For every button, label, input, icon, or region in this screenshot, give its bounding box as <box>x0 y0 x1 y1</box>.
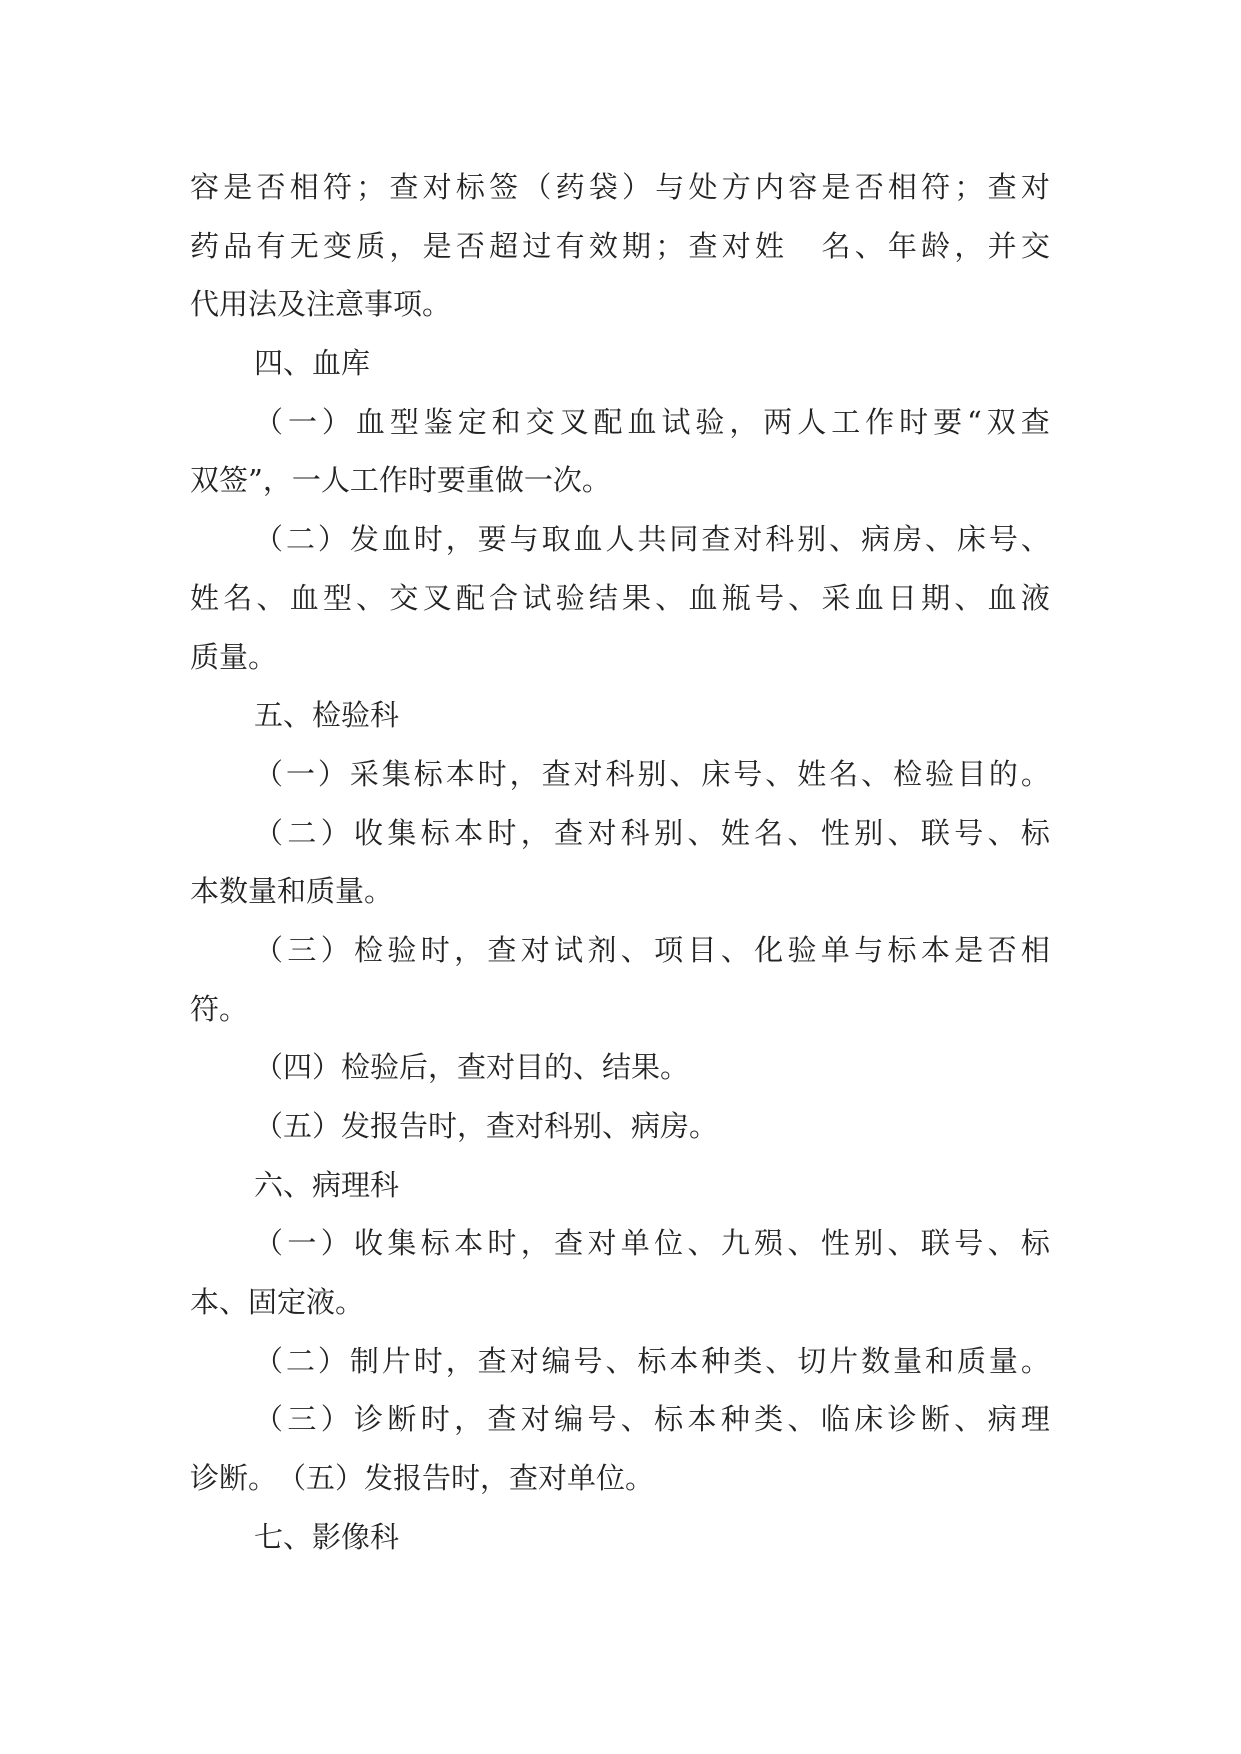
text-line: （ 一 ） 采 集 标 本 时 ， 查 对 科 别 、 床 号 、 姓 名 、 检 验 目 的 。 <box>254 756 1050 791</box>
text-line: （ 二 ） 发 血 时 ， 要 与 取 血 人 共 同 查 对 科 别 、 病 房 、 床 号 、 <box>254 522 1050 557</box>
text-line: （五）发报告时，查对科别、病房。 <box>254 1109 719 1143</box>
text-line: （四）检验后，查对目的、结果。 <box>254 1050 690 1085</box>
text-line: 代用法及注意事项。 <box>190 287 452 322</box>
text-line: （ 二 ） 收 集 标 本 时 ， 查 对 科 别 、 姓 名 、 性 别 、 联 号 、 标 <box>254 815 1050 850</box>
text-line: （ 一 ） 血 型 鉴 定 和 交 叉 配 血 试 验 ， 两 人 工 作 时 要 “ 双 查 <box>254 404 1050 439</box>
text-line: 本数量和质量。 <box>190 874 394 909</box>
text-line: 符。 <box>190 991 249 1026</box>
text-line: 五、检验科 <box>254 698 400 733</box>
text-line: 六、病理科 <box>254 1167 400 1202</box>
text-line: 容 是 否 相 符 ； 查 对 标 签 （ 药 袋 ） 与 处 方 内 容 是 否 相 符 ； 查 对 <box>190 170 1050 204</box>
text-line: 四、血库 <box>254 346 371 381</box>
text-line: 药 品 有 无 变 质 ， 是 否 超 过 有 效 期 ； 查 对 姓 名 、 年 龄 ， 并 交 <box>190 228 1050 263</box>
text-line: （ 三 ） 诊 断 时 ， 查 对 编 号 、 标 本 种 类 、 临 床 诊 断 、 病 理 <box>254 1402 1050 1437</box>
text-line: （ 三 ） 检 验 时 ， 查 对 试 剂 、 项 目 、 化 验 单 与 标 本 是 否 相 <box>254 932 1050 967</box>
text-line: （ 一 ） 收 集 标 本 时 ， 查 对 单 位 、 九 殒 、 性 别 、 联 号 、 标 <box>254 1226 1050 1261</box>
text-line: 本、固定液。 <box>190 1285 365 1320</box>
document-body <box>190 158 1050 1567</box>
text-line: 双签”，一人工作时要重做一次。 <box>190 463 611 498</box>
text-line: 七、影像科 <box>254 1519 400 1554</box>
text-line: 姓 名 、 血 型 、 交 叉 配 合 试 验 结 果 、 血 瓶 号 、 采 血 日 期 、 血 液 <box>190 580 1050 615</box>
text-line: 质量。 <box>190 639 278 674</box>
text-line: 诊断。 （五）发报告时，查对单位。 <box>190 1461 655 1496</box>
text-line: （ 二 ） 制 片 时 ， 查 对 编 号 、 标 本 种 类 、 切 片 数 量 和 质 量 。 <box>254 1343 1050 1378</box>
